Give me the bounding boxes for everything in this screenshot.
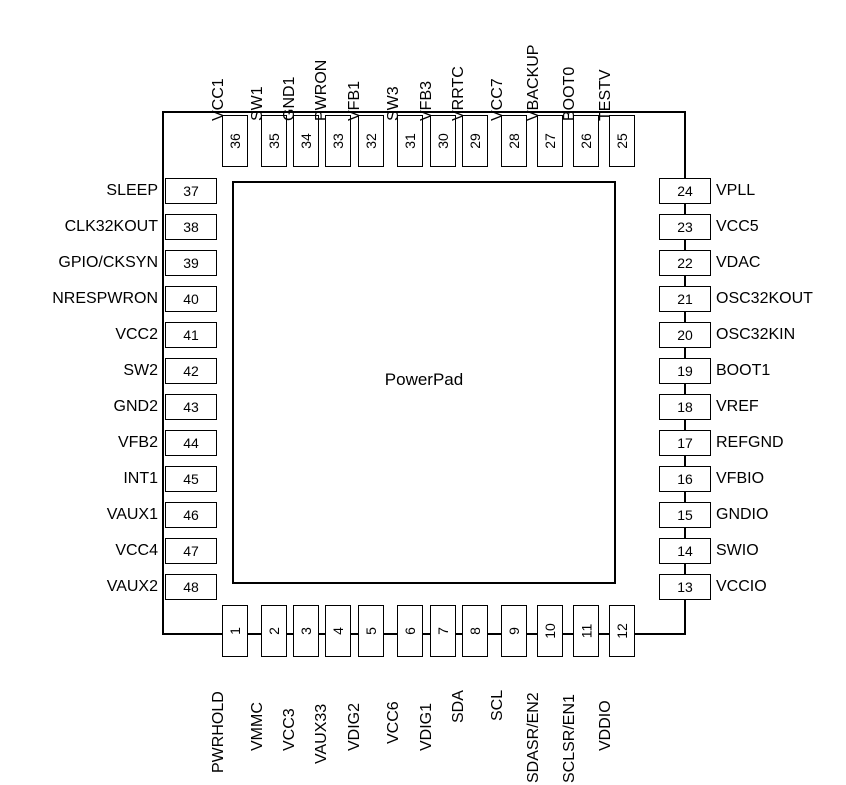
pin-box-32[interactable] <box>358 115 384 167</box>
pin-number-12: 12 <box>613 623 630 639</box>
pin-label-12: VDDIO <box>597 700 614 751</box>
pin-label-18: VREF <box>716 398 759 415</box>
pin-number-1: 1 <box>226 627 243 635</box>
pin-number-44: 44 <box>183 435 199 451</box>
pin-box-25[interactable] <box>609 115 635 167</box>
pin-number-4: 4 <box>329 627 346 635</box>
pin-number-3: 3 <box>297 627 314 635</box>
pin-box-23[interactable] <box>659 214 711 240</box>
pin-box-40[interactable] <box>165 286 217 312</box>
pin-box-35[interactable] <box>261 115 287 167</box>
pin-number-38: 38 <box>183 219 199 235</box>
pin-number-2: 2 <box>265 627 282 635</box>
pin-number-46: 46 <box>183 507 199 523</box>
pin-number-19: 19 <box>677 363 693 379</box>
pin-box-42[interactable] <box>165 358 217 384</box>
pin-number-21: 21 <box>677 291 693 307</box>
pin-box-17[interactable] <box>659 430 711 456</box>
pin-box-18[interactable] <box>659 394 711 420</box>
pin-label-46: VAUX1 <box>106 506 158 523</box>
pin-number-29: 29 <box>466 133 483 149</box>
pin-label-8: SDA <box>450 690 467 723</box>
pin-label-11: SCLSR/EN1 <box>561 694 578 783</box>
pin-box-44[interactable] <box>165 430 217 456</box>
pin-label-10: SDASR/EN2 <box>525 692 542 783</box>
pin-number-23: 23 <box>677 219 693 235</box>
pin-label-40: NRESPWRON <box>52 290 158 307</box>
pin-box-27[interactable] <box>537 115 563 167</box>
pin-box-14[interactable] <box>659 538 711 564</box>
pin-number-5: 5 <box>362 627 379 635</box>
pin-box-43[interactable] <box>165 394 217 420</box>
pin-number-48: 48 <box>183 579 199 595</box>
pin-label-35: SW1 <box>249 86 266 121</box>
pin-label-1: PWRHOLD <box>210 691 227 773</box>
pin-label-22: VDAC <box>716 254 761 271</box>
pin-label-36: VCC1 <box>210 78 227 121</box>
pin-label-4: VAUX33 <box>313 703 330 764</box>
pin-number-27: 27 <box>541 133 558 149</box>
pin-label-47: VCC4 <box>115 542 158 559</box>
pin-number-40: 40 <box>183 291 199 307</box>
pin-label-9: SCL <box>489 689 506 721</box>
pin-box-16[interactable] <box>659 466 711 492</box>
pin-number-18: 18 <box>677 399 693 415</box>
pin-number-25: 25 <box>613 133 630 149</box>
pin-box-26[interactable] <box>573 115 599 167</box>
pin-box-47[interactable] <box>165 538 217 564</box>
pin-label-41: VCC2 <box>115 326 158 343</box>
pin-box-36[interactable] <box>222 115 248 167</box>
pin-number-6: 6 <box>401 627 418 635</box>
pin-box-46[interactable] <box>165 502 217 528</box>
pin-box-39[interactable] <box>165 250 217 276</box>
pin-label-28: VCC7 <box>489 78 506 121</box>
pin-box-38[interactable] <box>165 214 217 240</box>
pin-label-13: VCCIO <box>716 578 767 595</box>
pin-number-16: 16 <box>677 471 693 487</box>
pin-box-22[interactable] <box>659 250 711 276</box>
pin-number-43: 43 <box>183 399 199 415</box>
pin-number-20: 20 <box>677 327 693 343</box>
pin-label-29: VRRTC <box>450 66 467 121</box>
pin-number-30: 30 <box>434 133 451 149</box>
pin-number-22: 22 <box>677 255 693 271</box>
pin-number-47: 47 <box>183 543 199 559</box>
pin-number-37: 37 <box>183 183 199 199</box>
pin-box-33[interactable] <box>325 115 351 167</box>
pin-number-14: 14 <box>677 543 693 559</box>
pin-box-48[interactable] <box>165 574 217 600</box>
pin-number-42: 42 <box>183 363 199 379</box>
pin-label-34: GND1 <box>281 76 298 121</box>
pin-label-37: SLEEP <box>106 182 158 199</box>
pin-box-19[interactable] <box>659 358 711 384</box>
pin-label-20: OSC32KIN <box>716 326 796 343</box>
pin-label-45: INT1 <box>123 470 158 487</box>
pin-label-32: VFB1 <box>346 80 363 121</box>
pin-label-2: VMMC <box>249 702 266 751</box>
pin-number-31: 31 <box>401 133 418 149</box>
pin-number-15: 15 <box>677 507 693 523</box>
pin-number-11: 11 <box>577 623 594 639</box>
pin-label-48: VAUX2 <box>106 578 158 595</box>
pin-box-29[interactable] <box>462 115 488 167</box>
pin-number-13: 13 <box>677 579 693 595</box>
pin-number-36: 36 <box>226 133 243 149</box>
pin-box-45[interactable] <box>165 466 217 492</box>
pin-label-44: VFB2 <box>117 434 158 451</box>
pin-number-17: 17 <box>677 435 693 451</box>
pin-label-43: GND2 <box>113 398 158 415</box>
pin-label-24: VPLL <box>716 182 756 199</box>
pin-number-32: 32 <box>362 133 379 149</box>
pin-label-17: REFGND <box>716 434 784 451</box>
pin-label-16: VFBIO <box>716 470 765 487</box>
pin-box-34[interactable] <box>293 115 319 167</box>
pin-box-41[interactable] <box>165 322 217 348</box>
pin-number-24: 24 <box>677 183 693 199</box>
pin-label-39: GPIO/CKSYN <box>58 254 158 271</box>
pin-label-42: SW2 <box>123 362 158 379</box>
pin-box-21[interactable] <box>659 286 711 312</box>
pin-number-28: 28 <box>505 133 522 149</box>
pin-box-31[interactable] <box>397 115 423 167</box>
pin-label-25: TESTV <box>597 69 614 121</box>
pin-number-35: 35 <box>265 133 282 149</box>
pin-number-45: 45 <box>183 471 199 487</box>
pin-label-27: VBACKUP <box>525 44 542 121</box>
pin-number-10: 10 <box>541 623 558 639</box>
pin-label-21: OSC32KOUT <box>716 290 813 307</box>
pin-label-15: GNDIO <box>716 506 769 523</box>
pin-number-39: 39 <box>183 255 199 271</box>
pin-label-23: VCC5 <box>716 218 759 235</box>
pin-label-7: VDIG1 <box>418 702 435 751</box>
pin-label-31: SW3 <box>385 86 402 121</box>
pin-number-26: 26 <box>577 133 594 149</box>
pin-number-9: 9 <box>505 627 522 635</box>
pin-box-15[interactable] <box>659 502 711 528</box>
pin-label-30: VFB3 <box>418 80 435 121</box>
pin-label-14: SWIO <box>716 542 759 559</box>
pin-label-38: CLK32KOUT <box>64 218 158 235</box>
pin-label-33: PWRON <box>313 59 330 121</box>
pin-box-28[interactable] <box>501 115 527 167</box>
pin-number-41: 41 <box>183 327 199 343</box>
pin-label-5: VDIG2 <box>346 702 363 751</box>
pin-label-26: BOOT0 <box>561 66 578 121</box>
pin-label-19: BOOT1 <box>716 362 771 379</box>
pin-box-37[interactable] <box>165 178 217 204</box>
pin-number-7: 7 <box>434 627 451 635</box>
pin-label-6: VCC6 <box>385 701 402 744</box>
pin-box-13[interactable] <box>659 574 711 600</box>
pin-number-34: 34 <box>297 133 314 149</box>
pin-box-30[interactable] <box>430 115 456 167</box>
pin-label-3: VCC3 <box>281 708 298 751</box>
pin-number-33: 33 <box>329 133 346 149</box>
pin-box-20[interactable] <box>659 322 711 348</box>
powerpad-label: PowerPad <box>384 370 464 389</box>
pin-number-8: 8 <box>466 627 483 635</box>
pin-box-24[interactable] <box>659 178 711 204</box>
